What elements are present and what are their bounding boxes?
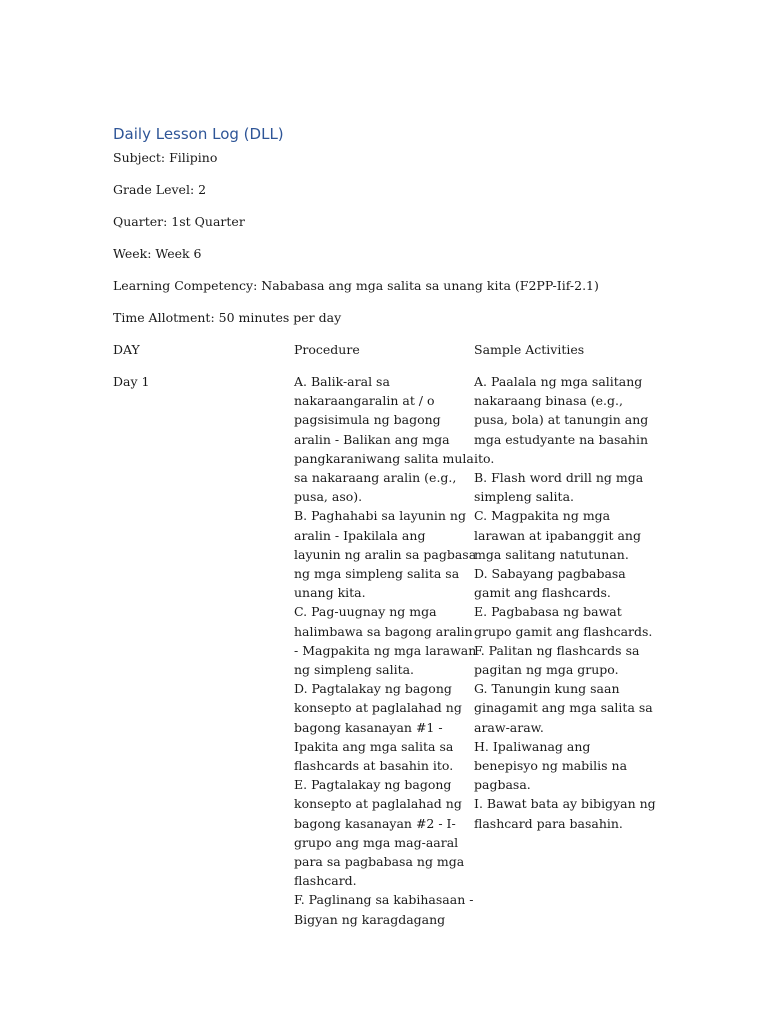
week-line: Week: Week 6: [113, 246, 202, 261]
procedure-line: B. Paghahabi sa layunin ng: [294, 508, 466, 524]
procedure-line: bagong kasanayan #2 - I-: [294, 815, 456, 831]
activity-line: I. Bawat bata ay bibigyan ng: [474, 796, 656, 812]
procedure-line: halimbawa sa bagong aralin: [294, 623, 473, 639]
procedure-line: konsepto at paglalahad ng: [294, 796, 462, 812]
procedure-line: para sa pagbabasa ng mga: [294, 854, 465, 870]
procedure-line: Bigyan ng karagdagang: [294, 911, 446, 927]
activity-line: ginagamit ang mga salita sa: [474, 700, 653, 716]
activity-line: larawan at ipabanggit ang: [474, 527, 641, 543]
procedure-line: sa nakaraang aralin (e.g.,: [294, 470, 457, 486]
activity-line: C. Magpakita ng mga: [474, 508, 611, 524]
activity-line: pagitan ng mga grupo.: [474, 662, 619, 678]
procedure-line: flashcards at basahin ito.: [294, 758, 454, 774]
procedure-line: konsepto at paglalahad ng: [294, 700, 462, 716]
document-title: Daily Lesson Log (DLL): [113, 125, 284, 143]
activity-line: benepisyo ng mabilis na: [474, 758, 628, 774]
table-header-procedure: Procedure: [294, 342, 360, 357]
procedure-line: D. Pagtalakay ng bagong: [294, 681, 452, 697]
grade-level-line: Grade Level: 2: [113, 182, 207, 197]
activities-cell: [474, 372, 656, 833]
quarter-line: Quarter: 1st Quarter: [113, 214, 245, 229]
activity-line: E. Pagbabasa ng bawat: [474, 604, 622, 620]
activity-line: mga estudyante na basahin: [474, 431, 649, 447]
activity-line: A. Paalala ng mga salitang: [474, 374, 643, 389]
table-header-day: DAY: [113, 342, 140, 357]
activity-line: grupo gamit ang flashcards.: [474, 623, 653, 639]
procedure-line: Ipakita ang mga salita sa: [294, 738, 454, 754]
activity-line: ito.: [474, 450, 495, 466]
activity-line: araw-araw.: [474, 719, 544, 735]
activity-line: B. Flash word drill ng mga: [474, 470, 644, 486]
activity-line: G. Tanungin kung saan: [474, 681, 620, 697]
table-header-activities: Sample Activities: [474, 342, 585, 357]
activity-line: simpleng salita.: [474, 489, 574, 505]
procedure-line: pusa, aso).: [294, 489, 363, 505]
procedure-line: bagong kasanayan #1 -: [294, 719, 443, 735]
activity-line: flashcard para basahin.: [474, 815, 623, 831]
procedure-line: flashcard.: [294, 873, 357, 889]
procedure-line: A. Balik-aral sa: [294, 374, 390, 389]
procedure-line: F. Paglinang sa kabihasaan -: [294, 892, 474, 908]
procedure-line: grupo ang mga mag-aaral: [294, 834, 459, 850]
day-cell: Day 1: [113, 374, 150, 389]
activity-line: gamit ang flashcards.: [474, 585, 611, 601]
procedure-line: E. Pagtalakay ng bagong: [294, 777, 452, 793]
time-allotment-line: Time Allotment: 50 minutes per day: [113, 310, 342, 325]
procedure-line: aralin - Balikan ang mga: [294, 431, 450, 447]
procedure-line: pangkaraniwang salita mula: [294, 450, 474, 466]
procedure-line: pagsisimula ng bagong: [294, 412, 441, 428]
procedure-line: layunin ng aralin sa pagbasa: [294, 546, 477, 562]
procedure-line: nakaraangaralin at / o: [294, 393, 435, 409]
activity-line: pusa, bola) at tanungin ang: [474, 412, 649, 428]
procedure-line: ng simpleng salita.: [294, 662, 415, 678]
activity-line: H. Ipaliwanag ang: [474, 738, 591, 754]
procedure-cell: [294, 372, 477, 929]
procedure-line: aralin - Ipakilala ang: [294, 527, 426, 543]
procedure-line: ng mga simpleng salita sa: [294, 566, 460, 582]
activity-line: nakaraang binasa (e.g.,: [474, 393, 623, 409]
procedure-line: C. Pag-uugnay ng mga: [294, 604, 437, 620]
procedure-line: unang kita.: [294, 585, 366, 601]
activity-line: D. Sabayang pagbabasa: [474, 566, 626, 582]
learning-competency-line: Learning Competency: Nababasa ang mga salita sa unang kita (F2PP-Iif-2.1): [113, 278, 599, 293]
activity-line: mga salitang natutunan.: [474, 546, 629, 562]
activity-line: pagbasa.: [474, 777, 531, 793]
procedure-line: - Magpakita ng mga larawan: [294, 642, 477, 658]
activity-line: F. Palitan ng flashcards sa: [474, 642, 640, 658]
subject-line: Subject: Filipino: [113, 150, 218, 165]
